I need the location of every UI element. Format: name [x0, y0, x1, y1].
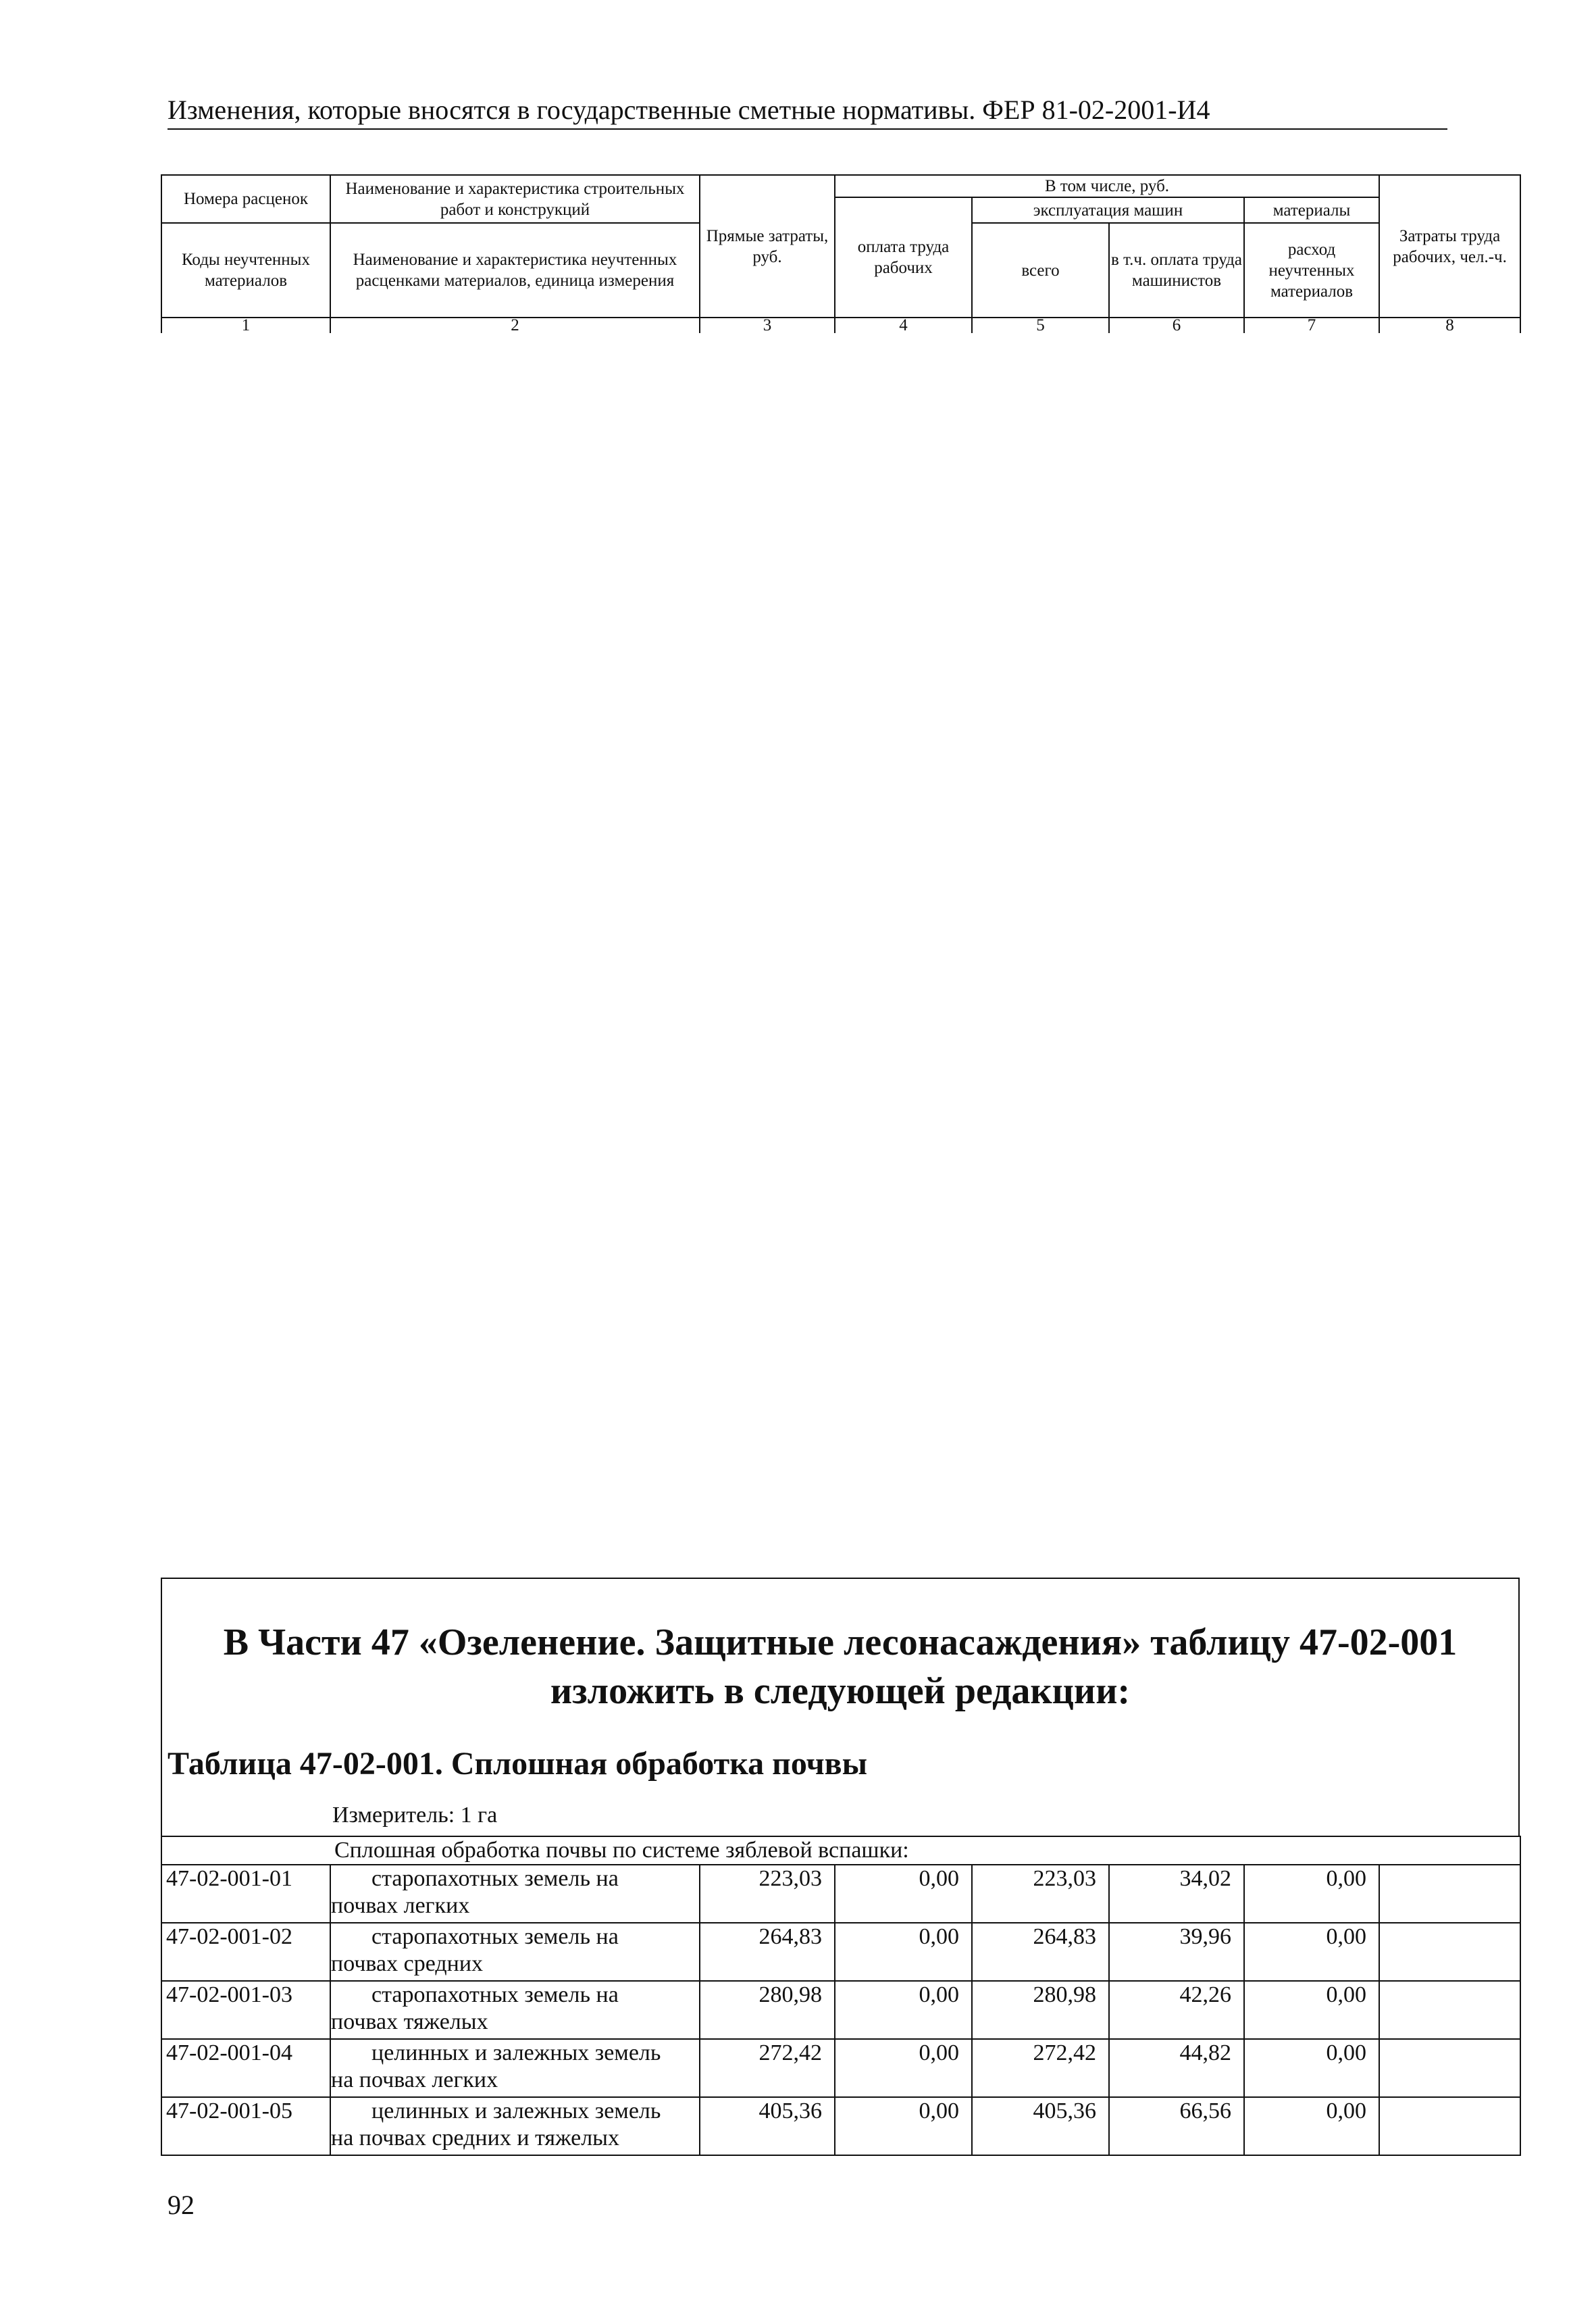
- direct-costs: 272,42: [700, 2039, 835, 2097]
- labor-hours: [1379, 2097, 1520, 2155]
- work-description: [330, 2097, 700, 2155]
- table-row: [161, 1865, 1520, 1923]
- labor-hours: [1379, 1865, 1520, 1923]
- header-materials: материалы: [1244, 197, 1379, 223]
- work-description-line-1: старопахотных земель на: [371, 1924, 619, 1949]
- materials: 0,00: [1244, 1923, 1379, 1981]
- direct-costs: 264,83: [700, 1923, 835, 1981]
- col-number-1: 1: [161, 318, 330, 333]
- direct-costs: 223,03: [700, 1865, 835, 1923]
- rate-code: 47-02-001-02: [161, 1923, 330, 1981]
- machine-operators-pay: 66,56: [1109, 2097, 1244, 2155]
- machine-operators-pay: 44,82: [1109, 2039, 1244, 2097]
- section-title: [162, 1618, 1518, 1715]
- machine-operators-pay: 34,02: [1109, 1865, 1244, 1923]
- page-number: 92: [168, 2190, 195, 2220]
- header-machines-total: всего: [972, 223, 1109, 318]
- work-description-line-2: почвах легких: [331, 1893, 470, 1918]
- work-description-line-2: на почвах легких: [331, 2067, 498, 2092]
- labor-pay: 0,00: [835, 1923, 972, 1981]
- machines-total: 223,03: [972, 1865, 1109, 1923]
- header-including: В том числе, руб.: [835, 175, 1379, 197]
- column-header-table: [161, 174, 1521, 333]
- table-row: [161, 2097, 1520, 2155]
- materials: 0,00: [1244, 1865, 1379, 1923]
- rates-table: [161, 1836, 1521, 2156]
- direct-costs: 405,36: [700, 2097, 835, 2155]
- work-description-line-2: на почвах средних и тяжелых: [331, 2126, 620, 2150]
- header-machine-operators-pay: в т.ч. оплата труда машинистов: [1109, 223, 1244, 318]
- change-section: [161, 1578, 1520, 2156]
- machine-operators-pay: 39,96: [1109, 1923, 1244, 1981]
- work-description-line-1: старопахотных земель на: [371, 1866, 619, 1891]
- header-labor-hours: Затраты труда рабочих, чел.-ч.: [1379, 175, 1520, 318]
- materials: 0,00: [1244, 1981, 1379, 2039]
- header-work-name: Наименование и характеристика строительных работ и конструкций: [330, 175, 700, 223]
- materials: 0,00: [1244, 2039, 1379, 2097]
- work-description: [330, 1981, 700, 2039]
- work-description-line-1: целинных и залежных земель: [371, 2098, 661, 2123]
- labor-hours: [1379, 2039, 1520, 2097]
- labor-pay: 0,00: [835, 2097, 972, 2155]
- header-material-codes: Коды неучтенных материалов: [161, 223, 330, 318]
- col-number-6: 6: [1109, 318, 1244, 333]
- labor-pay: 0,00: [835, 1865, 972, 1923]
- running-header: Изменения, которые вносятся в государственные сметные нормативы. ФЕР 81-02-2001-И4: [168, 93, 1447, 130]
- machine-operators-pay: 42,26: [1109, 1981, 1244, 2039]
- header-materials-usage: расход неучтенных материалов: [1244, 223, 1379, 318]
- section-title-line-1: В Части 47 «Озеленение. Защитные лесонасаждения» таблицу 47-02-001: [223, 1621, 1458, 1663]
- labor-pay: 0,00: [835, 2039, 972, 2097]
- col-number-4: 4: [835, 318, 972, 333]
- direct-costs: 280,98: [700, 1981, 835, 2039]
- work-description: [330, 2039, 700, 2097]
- rate-code: 47-02-001-01: [161, 1865, 330, 1923]
- machines-total: 280,98: [972, 1981, 1109, 2039]
- rate-code: 47-02-001-04: [161, 2039, 330, 2097]
- table-row: [161, 1923, 1520, 1981]
- rate-code: 47-02-001-03: [161, 1981, 330, 2039]
- section-frame: [161, 1578, 1520, 1836]
- table-title: Таблица 47-02-001. Сплошная обработка почвы: [168, 1746, 868, 1782]
- col-number-5: 5: [972, 318, 1109, 333]
- work-description-line-1: целинных и залежных земель: [371, 2040, 661, 2065]
- labor-pay: 0,00: [835, 1981, 972, 2039]
- labor-hours: [1379, 1981, 1520, 2039]
- table-row: [161, 1981, 1520, 2039]
- machines-total: 264,83: [972, 1923, 1109, 1981]
- header-labor-pay: оплата труда рабочих: [835, 197, 972, 318]
- header-machines: эксплуатация машин: [972, 197, 1244, 223]
- work-description-line-2: почвах средних: [331, 1951, 484, 1976]
- header-direct-costs: Прямые затраты, руб.: [700, 175, 835, 318]
- col-number-7: 7: [1244, 318, 1379, 333]
- materials: 0,00: [1244, 2097, 1379, 2155]
- labor-hours: [1379, 1923, 1520, 1981]
- meter-label: Измеритель: 1 га: [332, 1803, 498, 1828]
- work-description-line-1: старопахотных земель на: [371, 1982, 619, 2007]
- work-description: [330, 1923, 700, 1981]
- header-material-names: Наименование и характеристика неучтенных расценками материалов, единица измерения: [330, 223, 700, 318]
- col-number-3: 3: [700, 318, 835, 333]
- work-description: [330, 1865, 700, 1923]
- machines-total: 272,42: [972, 2039, 1109, 2097]
- work-description-line-2: почвах тяжелых: [331, 2009, 488, 2034]
- col-number-8: 8: [1379, 318, 1520, 333]
- section-title-line-2: изложить в следующей редакции:: [550, 1670, 1131, 1712]
- rate-code: 47-02-001-05: [161, 2097, 330, 2155]
- group-heading: Сплошная обработка почвы по системе зяблевой вспашки:: [330, 1836, 1520, 1865]
- machines-total: 405,36: [972, 2097, 1109, 2155]
- header-rate-numbers: Номера расценок: [161, 175, 330, 223]
- col-number-2: 2: [330, 318, 700, 333]
- table-row: [161, 2039, 1520, 2097]
